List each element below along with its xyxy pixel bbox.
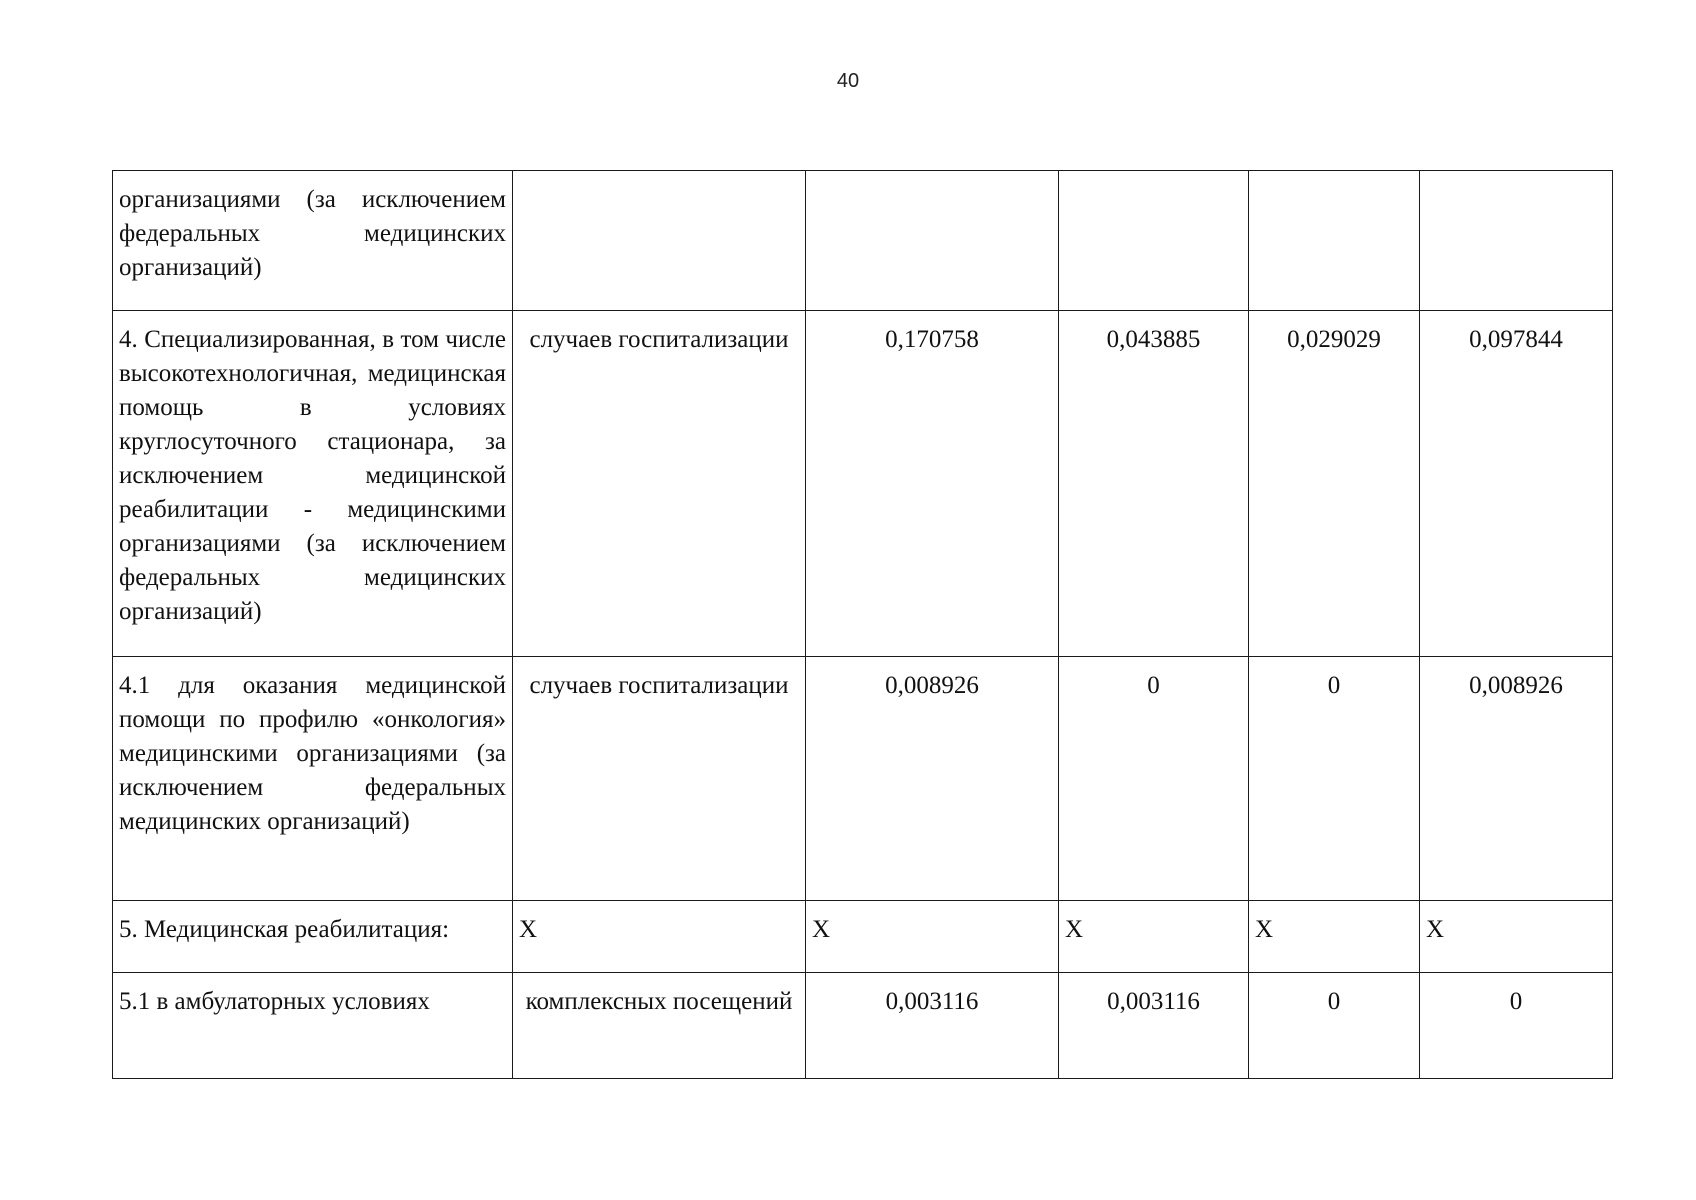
row-value (806, 171, 1059, 311)
row-description: 4. Специализированная, в том числе высокотехнологичная, медицинская помощь в условиях круглосуточного стационара, за исключением медицинской реабилитации - медицинскими организациями (за исключением федеральных медицинских организаций) (113, 311, 513, 657)
row-description: 4.1 для оказания медицинской помощи по профилю «онкология» медицинскими организациями (за исключением федеральных медицинских организаций) (113, 657, 513, 901)
row-description: организациями (за исключением федеральных медицинских организаций) (113, 171, 513, 311)
row-description: 5.1 в амбулаторных условиях (113, 973, 513, 1079)
row-value: X (1249, 901, 1420, 973)
row-value: X (1059, 901, 1249, 973)
row-value: 0 (1420, 973, 1613, 1079)
table-row (113, 171, 1613, 311)
row-value: 0,029029 (1249, 311, 1420, 657)
row-value: 0 (1059, 657, 1249, 901)
row-value: 0,170758 (806, 311, 1059, 657)
row-description: 5. Медицинская реабилитация: (113, 901, 513, 973)
row-value: 0,008926 (1420, 657, 1613, 901)
row-value: 0,008926 (806, 657, 1059, 901)
row-value: X (1420, 901, 1613, 973)
row-unit: X (513, 901, 806, 973)
row-value: 0 (1249, 657, 1420, 901)
row-value: 0,097844 (1420, 311, 1613, 657)
table-row (113, 901, 1613, 973)
row-value: X (806, 901, 1059, 973)
row-value: 0,003116 (806, 973, 1059, 1079)
row-unit: комплексных посещений (513, 973, 806, 1079)
row-value (1420, 171, 1613, 311)
row-unit: случаев госпитализации (513, 657, 806, 901)
page-number: 40 (836, 70, 860, 92)
row-value (1249, 171, 1420, 311)
row-unit: случаев госпитализации (513, 311, 806, 657)
table-row (113, 311, 1613, 657)
row-value: 0,043885 (1059, 311, 1249, 657)
row-value (1059, 171, 1249, 311)
row-value: 0 (1249, 973, 1420, 1079)
row-unit (513, 171, 806, 311)
data-table (112, 170, 1613, 1079)
row-value: 0,003116 (1059, 973, 1249, 1079)
table-row (113, 973, 1613, 1079)
table-row (113, 657, 1613, 901)
